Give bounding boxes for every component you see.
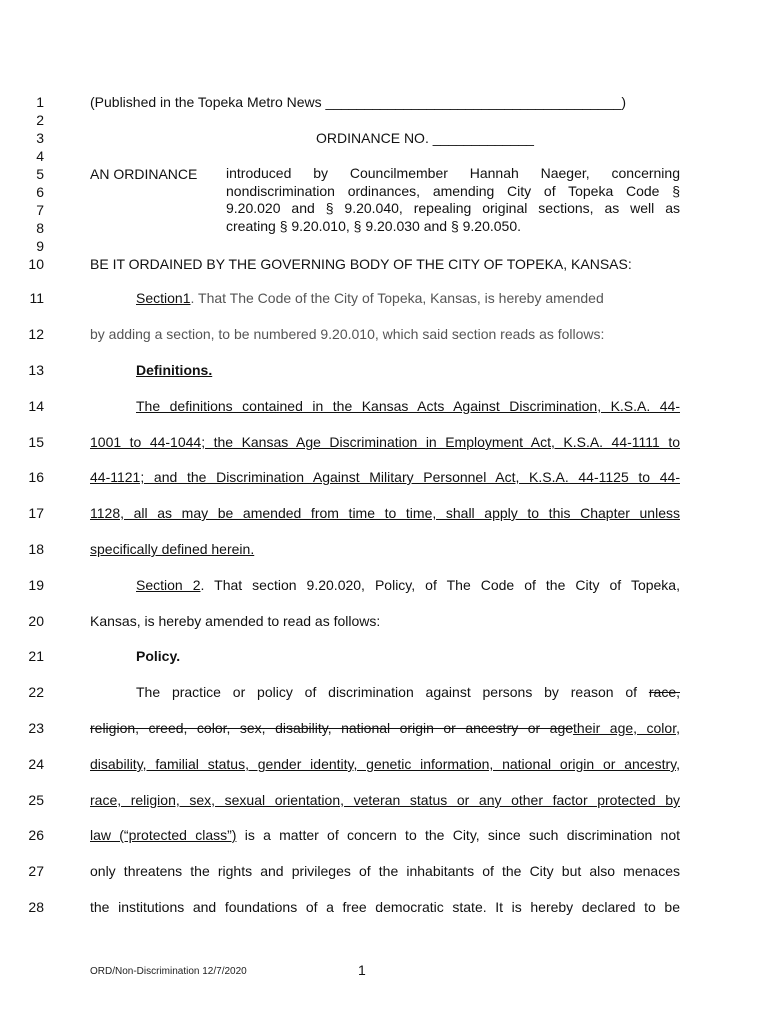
definitions-line: The definitions contained in the Kansas Acts Against Discrimination, K.S.A. 44- — [136, 398, 680, 414]
line-number: 3 — [36, 130, 44, 146]
line-number: 17 — [28, 505, 44, 521]
section1-line — [136, 290, 604, 306]
line-number: 6 — [36, 184, 44, 200]
line-number: 25 — [28, 792, 44, 808]
line-number: 9 — [36, 238, 44, 254]
section2-text: . That section 9.20.020, Policy, of The Code of the City of Topeka, — [200, 577, 680, 593]
ordinance-description — [226, 165, 680, 235]
line-number: 12 — [28, 326, 44, 342]
intro-line: creating § 9.20.010, § 9.20.030 and § 9.20.050. — [226, 217, 522, 234]
ordinance-label: AN ORDINANCE — [90, 166, 198, 182]
page-number: 1 — [358, 962, 366, 978]
line-number: 10 — [28, 256, 44, 272]
line-number: 8 — [36, 220, 44, 236]
line-number: 14 — [28, 398, 44, 414]
definitions-line: 1001 to 44-1044; the Kansas Age Discrimination in Employment Act, K.S.A. 44-1111 to — [90, 434, 680, 450]
line-number: 18 — [28, 541, 44, 557]
line-number: 27 — [28, 863, 44, 879]
line-number: 22 — [28, 684, 44, 700]
section2-line2: Kansas, is hereby amended to read as follows: — [90, 613, 381, 629]
line-number: 24 — [28, 756, 44, 772]
line-number: 19 — [28, 577, 44, 593]
added-text: their age, color, — [573, 720, 680, 736]
published-line: (Published in the Topeka Metro News ______________________________________) — [90, 94, 627, 110]
policy-line: only threatens the rights and privileges of the inhabitants of the City but also menaces — [90, 863, 680, 879]
added-text: race, religion, sex, sexual orientation, veteran status or any other factor protected by — [90, 792, 680, 808]
policy-text: is a matter of concern to the City, since such discrimination not — [236, 827, 681, 843]
intro-line: introduced by Councilmember Hannah Naeger, concerning — [226, 165, 680, 181]
line-number: 4 — [36, 148, 44, 164]
line-number: 5 — [36, 166, 44, 182]
policy-text: The practice or policy of discrimination against persons by reason of — [136, 684, 649, 700]
line-number: 2 — [36, 112, 44, 128]
ordained-clause: BE IT ORDAINED BY THE GOVERNING BODY OF THE CITY OF TOPEKA, KANSAS: — [90, 256, 632, 272]
policy-line — [90, 827, 680, 843]
line-number: 23 — [28, 720, 44, 736]
section2-label: Section 2 — [136, 577, 201, 593]
intro-line: nondiscrimination ordinances, amending City of Topeka Code § — [226, 182, 680, 199]
line-number: 15 — [28, 434, 44, 450]
policy-line: the institutions and foundations of a free democratic state. It is hereby declared to be — [90, 899, 680, 915]
section2-line — [136, 577, 680, 593]
line-number: 16 — [28, 469, 44, 485]
section1-label: Section1 — [136, 290, 191, 306]
ordinance-number: ORDINANCE NO. _____________ — [316, 130, 534, 146]
line-number: 11 — [29, 290, 44, 306]
definitions-line: specifically defined herein. — [90, 541, 255, 557]
definitions-line: 44-1121; and the Discrimination Against Military Personnel Act, K.S.A. 44-1125 to 44- — [90, 469, 680, 485]
line-number: 20 — [28, 613, 44, 629]
line-number: 26 — [28, 827, 44, 843]
line-number: 7 — [36, 202, 44, 218]
intro-line: 9.20.020 and § 9.20.040, repealing original sections, as well as — [226, 200, 680, 216]
definitions-line: 1128, all as may be amended from time to time, shall apply to this Chapter unless — [90, 505, 680, 521]
line-number: 13 — [28, 362, 44, 378]
line-number: 21 — [28, 648, 44, 664]
footer-document-id: ORD/Non-Discrimination 12/7/2020 — [90, 966, 247, 977]
deleted-text: race, — [648, 684, 680, 700]
policy-line — [136, 684, 680, 700]
deleted-text: religion, creed, color, sex, disability, national origin or ancestry or age — [90, 720, 574, 736]
section1-line2: by adding a section, to be numbered 9.20.010, which said section reads as follows: — [90, 326, 605, 342]
policy-heading: Policy. — [136, 648, 181, 664]
line-number: 1 — [36, 94, 44, 110]
added-text: law (“protected class”) — [90, 827, 237, 843]
section1-text: . That The Code of the City of Topeka, Kansas, is hereby amended — [190, 290, 604, 306]
added-text: disability, familial status, gender identity, genetic information, national origin or ancestry, — [90, 756, 680, 772]
definitions-heading: Definitions. — [136, 362, 213, 378]
line-number: 28 — [28, 899, 44, 915]
policy-line — [90, 720, 680, 736]
